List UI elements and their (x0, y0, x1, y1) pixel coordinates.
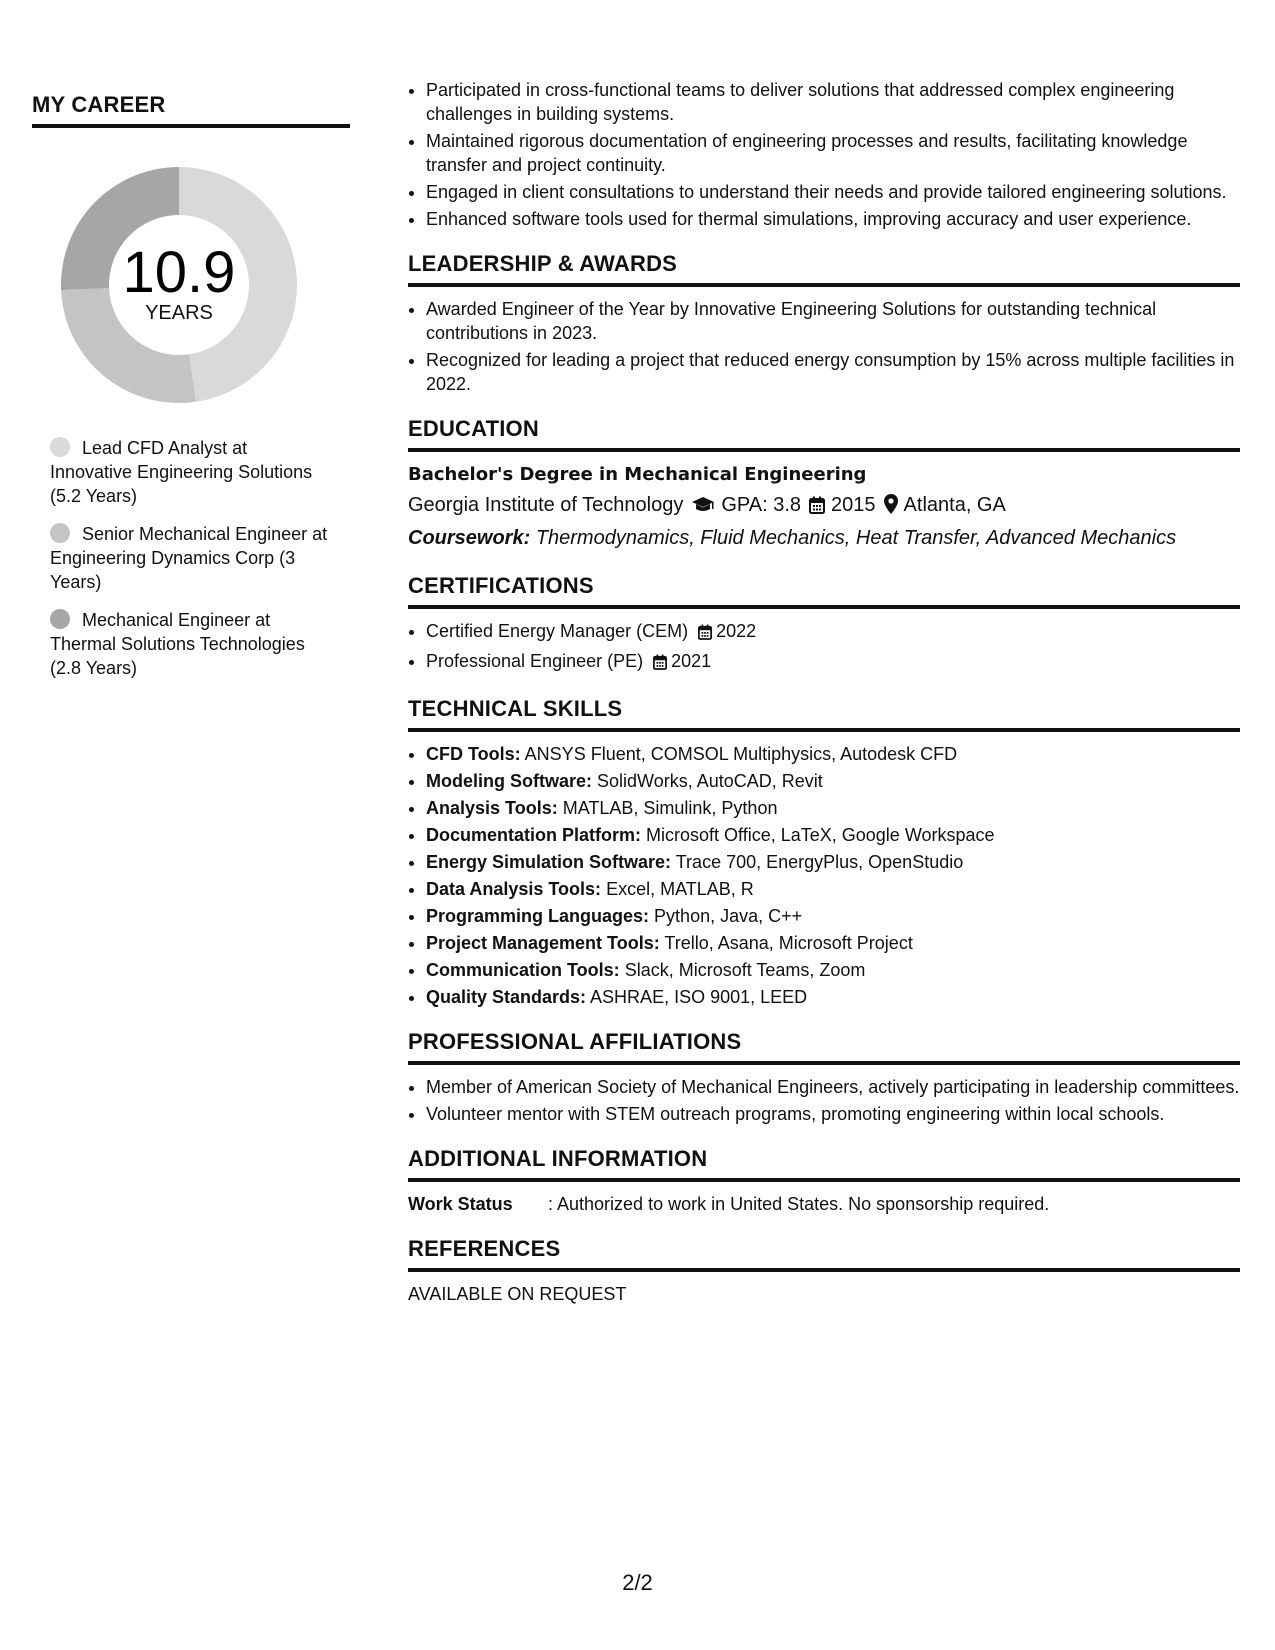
leadership-heading: LEADERSHIP & AWARDS (408, 251, 1240, 287)
legend-item (50, 436, 330, 508)
skill-label: CFD Tools: (426, 744, 521, 764)
skill-item (426, 904, 1240, 928)
graduation-cap-icon (691, 493, 715, 523)
work-status-value: : Authorized to work in United States. No sponsorship required. (548, 1194, 1050, 1214)
skill-item (426, 985, 1240, 1009)
legend-dot (50, 523, 70, 543)
work-status-row (408, 1192, 1240, 1216)
legend-dot (50, 609, 70, 629)
skill-value: MATLAB, Simulink, Python (562, 798, 778, 818)
calendar-icon (653, 652, 667, 676)
skill-item (426, 769, 1240, 793)
skill-value: Slack, Microsoft Teams, Zoom (624, 960, 866, 980)
references-heading: REFERENCES (408, 1236, 1240, 1272)
experience-bullet: • Maintained rigorous documentation of engineering processes and results, facilitating knowledge transfer and project continuity. (426, 129, 1240, 177)
skill-value: Python, Java, C++ (654, 906, 803, 926)
certification-item (426, 619, 1240, 646)
skill-label: Energy Simulation Software: (426, 852, 672, 872)
references-text: AVAILABLE ON REQUEST (408, 1284, 627, 1304)
certification-year: 2022 (716, 621, 757, 641)
legend-item (50, 522, 330, 594)
skill-value: Trace 700, EnergyPlus, OpenStudio (675, 852, 964, 872)
education-heading: EDUCATION (408, 416, 1240, 452)
education-year: 2015 (831, 494, 876, 516)
legend-label: Mechanical Engineer at Thermal Solutions Technologies (2.8 Years) (50, 610, 305, 678)
career-legend (50, 436, 330, 680)
skill-item (426, 877, 1240, 901)
skill-label: Project Management Tools: (426, 933, 660, 953)
skill-label: Documentation Platform: (426, 825, 642, 845)
skill-label: Programming Languages: (426, 906, 650, 926)
donut-total-years: 10.9 (122, 240, 236, 305)
certification-item (426, 649, 1240, 676)
certification-year: 2021 (671, 651, 712, 671)
main-column (408, 78, 1240, 1306)
legend-dot (50, 437, 70, 457)
affiliation-item: • Member of American Society of Mechanical Engineers, actively participating in leadership committees. (426, 1075, 1240, 1099)
education-school: Georgia Institute of Technology (408, 494, 684, 516)
coursework-list: Thermodynamics, Fluid Mechanics, Heat Transfer, Advanced Mechanics (535, 527, 1177, 549)
legend-item (50, 608, 330, 680)
skill-item (426, 742, 1240, 766)
work-status-label: Work Status (408, 1194, 513, 1214)
leadership-item: • Awarded Engineer of the Year by Innovative Engineering Solutions for outstanding technical contributions in 2023. (426, 297, 1240, 345)
education-entry (408, 462, 1240, 553)
experience-bullet: • Participated in cross-functional teams to deliver solutions that addressed complex engineering challenges in building systems. (426, 78, 1240, 126)
career-sidebar (32, 92, 352, 694)
certifications-list (408, 619, 1240, 676)
education-coursework (408, 523, 1240, 553)
affiliations-heading: PROFESSIONAL AFFILIATIONS (408, 1029, 1240, 1065)
additional-info-heading: ADDITIONAL INFORMATION (408, 1146, 1240, 1182)
career-title: MY CAREER (32, 92, 350, 128)
skill-value: ASHRAE, ISO 9001, LEED (590, 987, 808, 1007)
skill-label: Communication Tools: (426, 960, 620, 980)
skill-label: Quality Standards: (426, 987, 587, 1007)
education-location: Atlanta, GA (903, 494, 1006, 516)
skill-item (426, 958, 1240, 982)
page-number: 2/2 (622, 1570, 653, 1595)
donut-center (54, 160, 304, 410)
skill-value: Excel, MATLAB, R (606, 879, 754, 899)
skills-heading: TECHNICAL SKILLS (408, 696, 1240, 732)
career-donut-chart (54, 160, 304, 410)
leadership-list (408, 297, 1240, 396)
experience-bullet: • Enhanced software tools used for thermal simulations, improving accuracy and user experience. (426, 207, 1240, 231)
calendar-icon (698, 622, 712, 646)
skill-label: Data Analysis Tools: (426, 879, 602, 899)
skill-value: ANSYS Fluent, COMSOL Multiphysics, Autodesk CFD (524, 744, 958, 764)
location-pin-icon (884, 493, 898, 523)
skill-item (426, 823, 1240, 847)
leadership-item: • Recognized for leading a project that reduced energy consumption by 15% across multiple facilities in 2022. (426, 348, 1240, 396)
coursework-label: Coursework: (408, 527, 531, 549)
education-details (408, 490, 1240, 523)
experience-bullet: • Engaged in client consultations to understand their needs and provide tailored engineering solutions. (426, 180, 1240, 204)
certification-name: Professional Engineer (PE) (426, 651, 644, 671)
skill-value: SolidWorks, AutoCAD, Revit (597, 771, 823, 791)
affiliation-item: • Volunteer mentor with STEM outreach programs, promoting engineering within local schools. (426, 1102, 1240, 1126)
experience-bullets (408, 78, 1240, 231)
skill-value: Microsoft Office, LaTeX, Google Workspace (646, 825, 995, 845)
skill-item (426, 850, 1240, 874)
education-gpa: GPA: 3.8 (721, 494, 802, 516)
skill-label: Analysis Tools: (426, 798, 558, 818)
legend-label: Senior Mechanical Engineer at Engineering Dynamics Corp (3 Years) (50, 524, 328, 592)
skills-list (408, 742, 1240, 1009)
calendar-icon (809, 493, 825, 523)
donut-unit: YEARS (145, 302, 213, 324)
legend-label: Lead CFD Analyst at Innovative Engineering Solutions (5.2 Years) (50, 438, 313, 506)
skill-label: Modeling Software: (426, 771, 592, 791)
skill-item (426, 931, 1240, 955)
skill-item (426, 796, 1240, 820)
affiliations-list (408, 1075, 1240, 1126)
certification-name: Certified Energy Manager (CEM) (426, 621, 689, 641)
skill-value: Trello, Asana, Microsoft Project (664, 933, 913, 953)
certifications-heading: CERTIFICATIONS (408, 573, 1240, 609)
education-degree: Bachelor's Degree in Mechanical Engineering (408, 464, 867, 485)
